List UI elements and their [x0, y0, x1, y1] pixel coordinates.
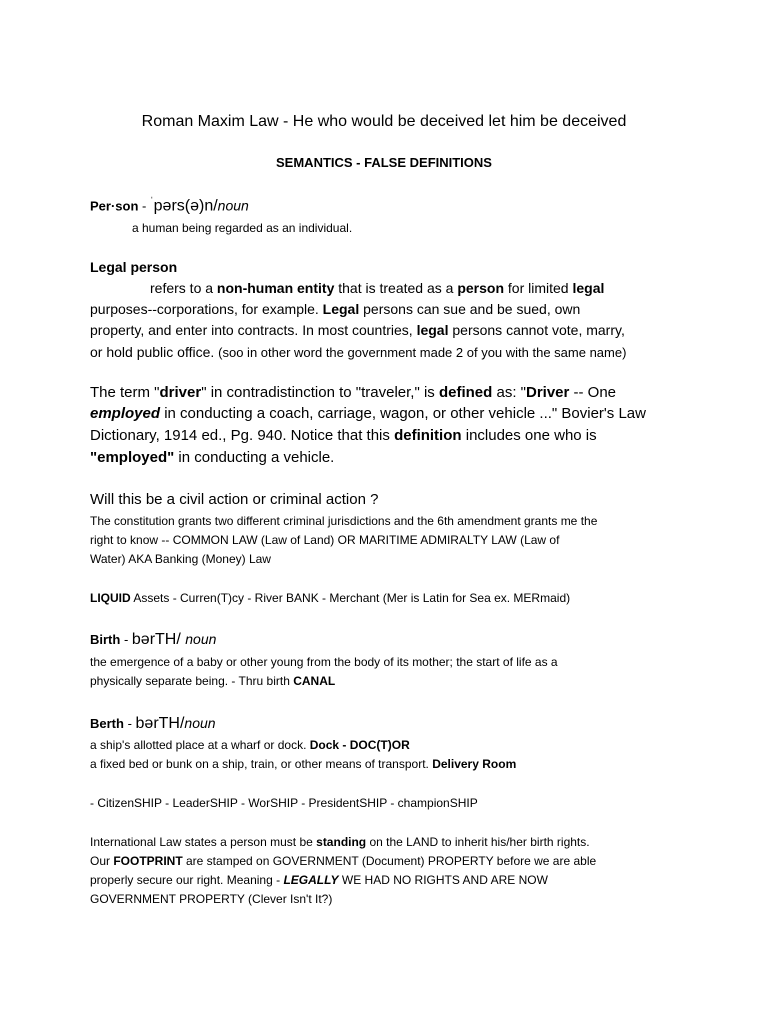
text-run: International Law states a person must be — [90, 835, 317, 849]
berth-line-1 — [90, 738, 410, 752]
person-term: Per·son — [90, 198, 139, 214]
text-run-bold: LIQUID — [90, 591, 131, 605]
page-title: Roman Maxim Law - He who would be deceived let him be deceived — [141, 113, 627, 130]
text-run-bold-italic: employed — [90, 405, 161, 422]
text-run: on the LAND to inherit his/her birth rights. — [366, 835, 590, 849]
berth-dash: - — [123, 716, 136, 731]
text-run: property, and enter into contracts. In most countries, — [90, 322, 417, 338]
text-run: " in contradistinction to "traveler," is — [201, 384, 439, 401]
text-run-bold: definition — [394, 427, 462, 444]
text-run-bold: Driver — [525, 384, 570, 401]
text-run-bold: non-human entity — [216, 280, 335, 296]
text-run: a ship's allotted place at a wharf or dock. — [90, 738, 310, 752]
text-run-bold: legal — [572, 280, 605, 296]
person-term-line — [90, 196, 249, 216]
text-run-bold: Delivery Room — [432, 757, 517, 771]
text-run: properly secure our right. Meaning - — [90, 873, 284, 887]
birth-term: Birth — [90, 632, 121, 647]
text-run: includes one who is — [461, 427, 597, 444]
berth-term-line — [90, 714, 216, 733]
legal-person-line-3 — [90, 322, 625, 339]
text-run-note: (soo in other word the government made 2 of you with the same name) — [218, 345, 627, 360]
birth-line-2 — [90, 674, 335, 688]
text-run-bold-italic: LEGALLY — [283, 873, 339, 887]
berth-term: Berth — [90, 716, 124, 731]
person-part-of-speech: noun — [217, 197, 249, 214]
person-pronunciation: pərs(ə)n/ — [153, 197, 218, 215]
birth-dash: - — [120, 632, 132, 647]
text-run: purposes--corporations, for example. — [90, 301, 323, 317]
legal-person-heading: Legal person — [90, 259, 178, 275]
text-run-bold: person — [457, 280, 505, 296]
civil-line-1: The constitution grants two different criminal jurisdictions and the 6th amendment grants me the — [90, 514, 598, 528]
text-run: refers to a — [150, 280, 217, 296]
intl-line-4: GOVERNMENT PROPERTY (Clever Isn't It?) — [90, 892, 333, 906]
text-run: in conducting a coach, carriage, wagon, or other vehicle ..." Bovier's Law — [160, 405, 646, 422]
text-run: The term " — [90, 384, 160, 401]
civil-line-2: right to know -- COMMON LAW (Law of Land) OR MARITIME ADMIRALTY LAW (Law of — [90, 533, 560, 547]
legal-person-line-1 — [150, 280, 604, 297]
text-run: or hold public office. — [90, 344, 219, 360]
text-run: in conducting a vehicle. — [174, 449, 335, 466]
driver-line-2 — [90, 405, 646, 423]
text-run-bold: Dock - DOC(T)OR — [309, 738, 410, 752]
text-run-bold: FOOTPRINT — [113, 854, 183, 868]
page-subtitle: SEMANTICS - FALSE DEFINITIONS — [276, 155, 492, 170]
text-run: Assets - Curren(T)cy - River BANK - Merchant (Mer is Latin for Sea ex. MERmaid) — [130, 591, 571, 605]
driver-line-3 — [90, 427, 597, 445]
text-run-bold: "employed" — [90, 449, 175, 466]
text-run: that is treated as a — [334, 280, 458, 296]
intl-line-1 — [90, 835, 590, 849]
text-run: a fixed bed or bunk on a ship, train, or other means of transport. — [90, 757, 433, 771]
birth-pronunciation: bərTH/ — [131, 631, 186, 648]
person-dash: - — [138, 198, 150, 214]
text-run-bold: driver — [159, 384, 202, 401]
civil-question: Will this be a civil action or criminal action ? — [90, 491, 379, 508]
text-run: are stamped on GOVERNMENT (Document) PROPERTY before we are able — [182, 854, 597, 868]
intl-line-3 — [90, 873, 548, 887]
berth-line-2 — [90, 757, 516, 771]
berth-pronunciation: bərTH/ — [135, 715, 185, 732]
liquid-line — [90, 591, 570, 605]
text-run: persons cannot vote, marry, — [448, 322, 625, 338]
text-run-bold: standing — [316, 835, 367, 849]
legal-person-line-2 — [90, 301, 580, 318]
legal-person-line-4 — [90, 344, 626, 361]
person-stress-mark: ˈ — [149, 196, 154, 208]
text-run: for limited — [504, 280, 573, 296]
birth-line-1: the emergence of a baby or other young from the body of its mother; the start of life as a — [90, 655, 558, 669]
driver-line-4 — [90, 449, 334, 467]
birth-term-line — [90, 630, 216, 649]
text-run: persons can sue and be sued, own — [359, 301, 581, 317]
text-run-bold: defined — [438, 384, 493, 401]
intl-line-2 — [90, 854, 596, 868]
text-run: -- One — [569, 384, 617, 401]
text-run-bold: CANAL — [293, 674, 336, 688]
text-run: Dictionary, 1914 ed., Pg. 940. Notice that this — [90, 427, 395, 444]
ship-line: - CitizenSHIP - LeaderSHIP - WorSHIP - PresidentSHIP - championSHIP — [90, 796, 478, 810]
text-run: Our — [90, 854, 114, 868]
berth-part-of-speech: noun — [184, 715, 216, 731]
text-run: WE HAD NO RIGHTS AND ARE NOW — [338, 873, 548, 887]
person-definition: a human being regarded as an individual. — [132, 221, 353, 235]
driver-line-1 — [90, 384, 616, 402]
text-run-bold: Legal — [322, 301, 360, 317]
birth-part-of-speech: noun — [185, 631, 217, 647]
text-run-bold: legal — [416, 322, 449, 338]
civil-line-3: Water) AKA Banking (Money) Law — [90, 552, 271, 566]
text-run: physically separate being. - Thru birth — [90, 674, 294, 688]
text-run: as: " — [492, 384, 526, 401]
